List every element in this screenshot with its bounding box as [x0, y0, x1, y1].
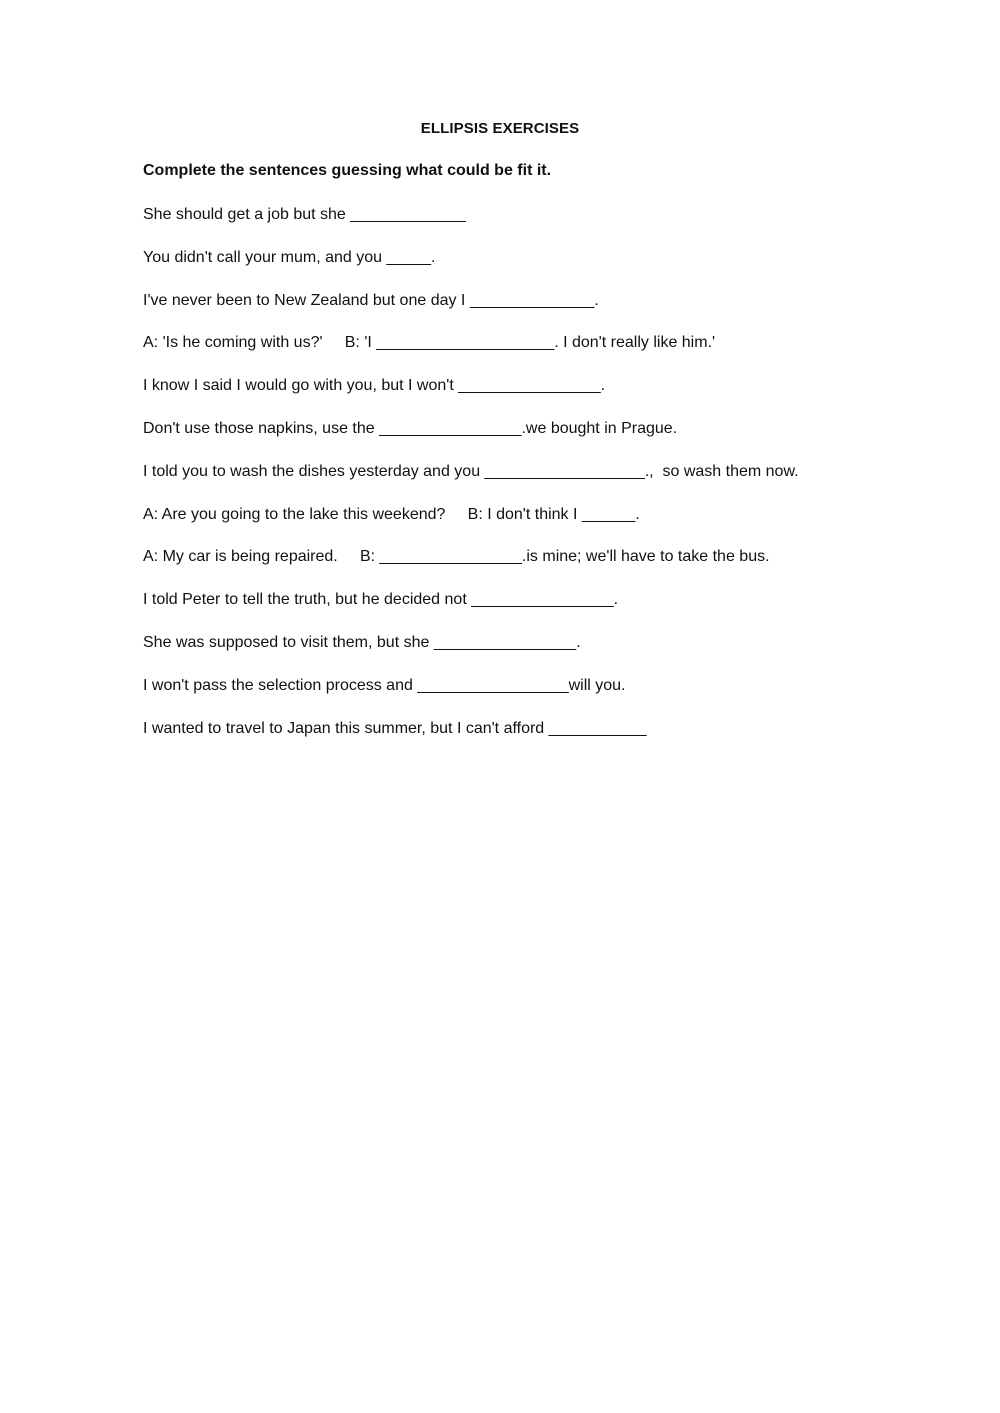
exercise-sentence-7: I told you to wash the dishes yesterday and you __________________., so wash them now. — [143, 462, 799, 480]
page-title: ELLIPSIS EXERCISES — [420, 120, 580, 137]
exercise-sentence-3: I've never been to New Zealand but one day I ______________. — [143, 291, 599, 309]
exercise-sentence-6: Don't use those napkins, use the ________________.we bought in Prague. — [143, 419, 678, 437]
exercise-sentence-13: I wanted to travel to Japan this summer, but I can't afford ___________ — [143, 719, 647, 737]
exercise-sentence-9: A: My car is being repaired. B: ________________.is mine; we'll have to take the bus. — [143, 548, 770, 566]
exercise-sentence-5: I know I said I would go with you, but I won't ________________. — [143, 377, 606, 395]
exercise-sentence-2: You didn't call your mum, and you _____. — [143, 248, 436, 266]
exercise-sentence-4: A: 'Is he coming with us?' B: 'I ____________________. I don't really like him.' — [143, 334, 716, 352]
exercise-sentence-10: I told Peter to tell the truth, but he decided not ________________. — [143, 591, 619, 609]
exercise-sentence-11: She was supposed to visit them, but she ________________. — [143, 633, 581, 651]
exercise-sentence-8: A: Are you going to the lake this weekend? B: I don't think I ______. — [143, 505, 640, 523]
exercise-sentence-1: She should get a job but she _____________ — [143, 206, 466, 223]
exercise-sentence-12: I won't pass the selection process and _________________will you. — [143, 676, 626, 694]
instructions: Complete the sentences guessing what could be fit it. — [143, 162, 552, 179]
exercise-list — [143, 205, 799, 761]
